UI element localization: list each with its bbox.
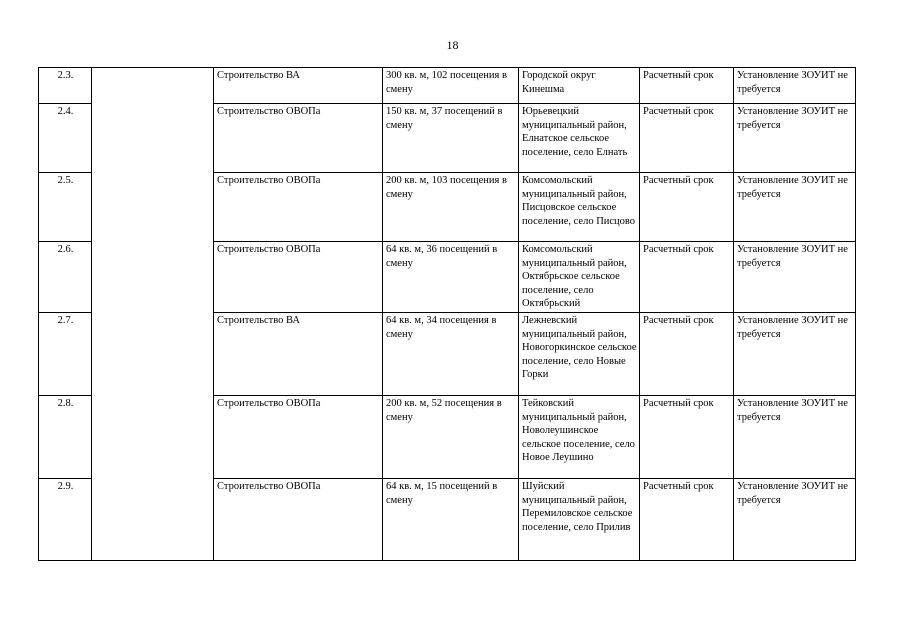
row-number: 2.4.	[39, 104, 92, 173]
zouit-status: Установление ЗОУИТ не требуется	[734, 242, 856, 313]
object-location: Юрьевецкий муниципальный район, Елнатское сельское поселение, село Елнать	[519, 104, 640, 173]
row-number: 2.6.	[39, 242, 92, 313]
implementation-term: Расчетный срок	[640, 104, 734, 173]
page-number: 18	[446, 38, 459, 52]
zouit-status: Установление ЗОУИТ не требуется	[734, 104, 856, 173]
row-number: 2.9.	[39, 478, 92, 560]
object-name: Строительство ОВОПа	[214, 104, 383, 173]
object-capacity: 64 кв. м, 15 посещений в смену	[383, 478, 519, 560]
zouit-status: Установление ЗОУИТ не требуется	[734, 395, 856, 478]
object-location: Комсомольский муниципальный район, Октябрьское сельское поселение, село Октябрьский	[519, 242, 640, 313]
object-capacity: 64 кв. м, 34 посещения в смену	[383, 312, 519, 395]
merged-empty-cell	[92, 68, 214, 561]
object-name: Строительство ОВОПа	[214, 242, 383, 313]
object-capacity: 64 кв. м, 36 посещений в смену	[383, 242, 519, 313]
object-name: Строительство ОВОПа	[214, 173, 383, 242]
row-number: 2.3.	[39, 68, 92, 104]
object-location: Комсомольский муниципальный район, Писцовское сельское поселение, село Писцово	[519, 173, 640, 242]
object-capacity: 200 кв. м, 52 посещения в смену	[383, 395, 519, 478]
object-location: Лежневский муниципальный район, Новогоркинское сельское поселение, село Новые Горки	[519, 312, 640, 395]
implementation-term: Расчетный срок	[640, 312, 734, 395]
object-name: Строительство ВА	[214, 312, 383, 395]
row-number: 2.7.	[39, 312, 92, 395]
implementation-term: Расчетный срок	[640, 68, 734, 104]
object-capacity: 150 кв. м, 37 посещений в смену	[383, 104, 519, 173]
zouit-status: Установление ЗОУИТ не требуется	[734, 312, 856, 395]
table-row	[39, 68, 856, 104]
implementation-term: Расчетный срок	[640, 173, 734, 242]
row-number: 2.8.	[39, 395, 92, 478]
object-capacity: 200 кв. м, 103 посещения в смену	[383, 173, 519, 242]
implementation-term: Расчетный срок	[640, 395, 734, 478]
object-location: Шуйский муниципальный район, Перемиловское сельское поселение, село Прилив	[519, 478, 640, 560]
objects-table	[38, 67, 856, 561]
object-location: Тейковский муниципальный район, Новолеушинское сельское поселение, село Новое Леушино	[519, 395, 640, 478]
row-number: 2.5.	[39, 173, 92, 242]
zouit-status: Установление ЗОУИТ не требуется	[734, 478, 856, 560]
implementation-term: Расчетный срок	[640, 478, 734, 560]
object-name: Строительство ОВОПа	[214, 478, 383, 560]
object-location: Городской округ Кинешма	[519, 68, 640, 104]
zouit-status: Установление ЗОУИТ не требуется	[734, 173, 856, 242]
object-name: Строительство ВА	[214, 68, 383, 104]
object-capacity: 300 кв. м, 102 посещения в смену	[383, 68, 519, 104]
zouit-status: Установление ЗОУИТ не требуется	[734, 68, 856, 104]
object-name: Строительство ОВОПа	[214, 395, 383, 478]
implementation-term: Расчетный срок	[640, 242, 734, 313]
